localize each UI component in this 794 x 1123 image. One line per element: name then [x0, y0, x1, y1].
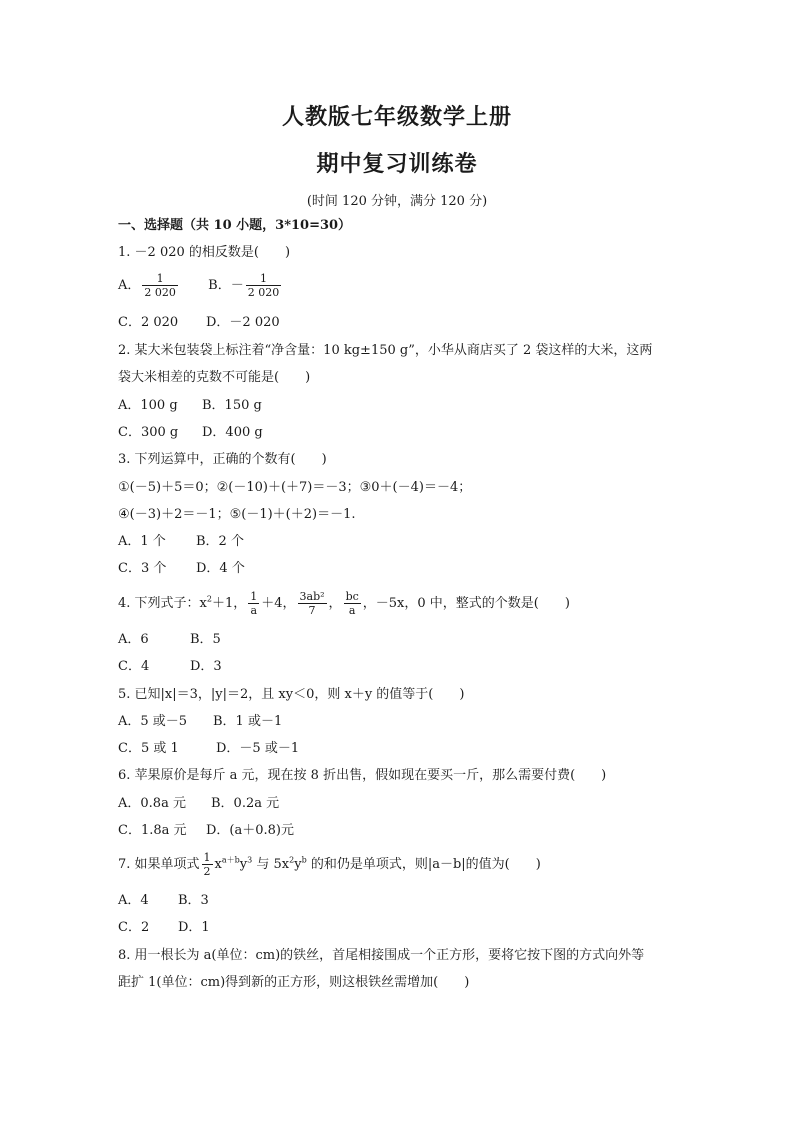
- q3-statements-line-2: ④(－3)＋2＝－1；⑤(－1)＋(＋2)＝－1.: [118, 507, 356, 522]
- q2-option-d: D．400 g: [202, 425, 263, 440]
- q1-b-den: 2 020: [247, 286, 280, 299]
- q4-comma: ，: [328, 596, 342, 611]
- q2-stem-line-2: 袋大米相差的克数不可能是( ): [118, 370, 311, 385]
- q8-stem-line-2: 距扩 1(单位：cm)得到新的正方形，则这根铁丝需增加( ): [118, 975, 470, 990]
- q7-mid-2: 与 5x: [252, 857, 290, 872]
- q7-sup-1: a＋b: [221, 855, 240, 865]
- q4-f3-num: bc: [345, 590, 359, 603]
- q4-fraction-3: [344, 590, 361, 617]
- q7-x: x: [214, 857, 222, 872]
- q4-option-c: C．4: [118, 659, 150, 674]
- q4-f3-den: a: [344, 603, 361, 617]
- q5-option-d: D．－5 或－1: [216, 741, 300, 756]
- q4-fraction-1: [248, 590, 259, 617]
- q4-stem: [118, 590, 570, 617]
- q7-f-num: 1: [203, 851, 211, 864]
- q3-option-b: B．2 个: [196, 534, 244, 549]
- q7-option-b: B．3: [178, 893, 209, 908]
- q6-option-b: B．0.2a 元: [211, 796, 280, 811]
- q7-y: y: [239, 857, 248, 872]
- q7-options-ab: [118, 892, 209, 910]
- title-line-1: 人教版七年级数学上册: [281, 104, 512, 130]
- q1-a-fraction: [142, 272, 178, 299]
- q5-option-c: C．5 或 1: [118, 741, 179, 756]
- q2-option-b: B．150 g: [202, 398, 262, 413]
- q1-a-num: 1: [156, 272, 164, 285]
- q1-b-fraction: [246, 272, 282, 299]
- q4-f2-num: 3ab²: [299, 590, 325, 603]
- q7-sup-2: 3: [247, 855, 253, 865]
- q5-options-cd: [118, 740, 299, 758]
- q3-option-c: C．3 个: [118, 561, 167, 576]
- q8-stem-line-1: 8. 用一根长为 a(单位：cm)的铁丝，首尾相接围成一个正方形，要将它按下图的方式向外等: [118, 948, 645, 963]
- q7-sup-4: b: [301, 855, 307, 865]
- q7-option-d: D．1: [178, 920, 210, 935]
- q1-options-ab: [118, 272, 283, 299]
- q6-options-cd: [118, 822, 294, 840]
- q5-option-a: A．5 或－5: [118, 714, 188, 729]
- q4-option-b: B．5: [190, 632, 221, 647]
- q2-option-c: C．300 g: [118, 425, 179, 440]
- q6-option-c: C．1.8a 元: [118, 823, 187, 838]
- q7-options-cd: [118, 919, 210, 937]
- q6-options-ab: [118, 795, 279, 813]
- q1-options-cd: [118, 314, 280, 332]
- q7-stem-pre: 7. 如果单项式: [118, 857, 200, 872]
- q3-option-d: D．4 个: [196, 561, 245, 576]
- q3-option-a: A．1 个: [118, 534, 166, 549]
- q4-stem-end: ，－5x，0 中，整式的个数是( ): [362, 596, 570, 611]
- q5-options-ab: [118, 713, 282, 731]
- q1-option-d: D．－2 020: [206, 315, 280, 330]
- q2-stem-line-1: 2. 某大米包装袋上标注着“净含量：10 kg±150 g”，小华从商店买了 2 袋这样的大米，这两: [118, 343, 653, 358]
- q1-stem: 1. －2 020 的相反数是( ): [118, 245, 291, 260]
- q5-option-b: B．1 或－1: [213, 714, 283, 729]
- q7-sup-3: 2: [289, 855, 295, 865]
- q4-stem-mid: ＋1，: [211, 596, 247, 611]
- q1-a-label: A．: [118, 278, 141, 293]
- q7-option-a: A．4: [118, 893, 149, 908]
- q4-sq-exp: 2: [206, 594, 212, 604]
- q2-options-cd: [118, 424, 263, 442]
- q1-b-label: B．－: [208, 278, 244, 293]
- q4-f2-den: 7: [298, 603, 327, 617]
- q7-fraction: [202, 851, 213, 878]
- q1-a-den: 2 020: [144, 286, 176, 299]
- q4-f1-num: 1: [250, 590, 258, 603]
- q2-option-a: A．100 g: [118, 398, 178, 413]
- q3-options-cd: [118, 560, 245, 578]
- q6-option-a: A．0.8a 元: [118, 796, 186, 811]
- q4-options-cd: [118, 658, 222, 676]
- q4-after-f1: ＋4，: [261, 596, 296, 611]
- title-line-2: 期中复习训练卷: [316, 151, 478, 177]
- section-heading: 一、选择题（共 10 小题，3*10=30）: [118, 218, 352, 233]
- exam-subtitle: (时间 120 分钟，满分 120 分): [306, 194, 488, 209]
- q6-stem: 6. 苹果原价是每斤 a 元，现在按 8 折出售，假如现在要买一斤，那么需要付费( ): [118, 768, 607, 783]
- q7-stem-end: 的和仍是单项式，则|a－b|的值为( ): [306, 857, 541, 872]
- q7-stem: [118, 851, 541, 878]
- q3-options-ab: [118, 533, 244, 551]
- q4-fraction-2: [298, 590, 327, 617]
- q7-y-2: y: [294, 857, 302, 872]
- q6-option-d: D．(a＋0.8)元: [206, 823, 294, 838]
- q4-stem-pre: 4. 下列式子：x: [118, 596, 207, 611]
- q4-options-ab: [118, 631, 221, 649]
- q3-statements-line-1: ①(－5)＋5＝0；②(－10)＋(＋7)＝－3；③0＋(－4)＝－4；: [118, 480, 472, 495]
- q3-stem: 3. 下列运算中，正确的个数有( ): [118, 452, 327, 467]
- q2-options-ab: [118, 397, 262, 415]
- q4-option-d: D．3: [190, 659, 222, 674]
- q1-b-num: 1: [259, 272, 267, 285]
- q7-f-den: 2: [203, 865, 211, 878]
- q4-option-a: A．6: [118, 632, 149, 647]
- q7-option-c: C．2: [118, 920, 150, 935]
- q5-stem: 5. 已知|x|＝3，|y|＝2，且 xy＜0，则 x＋y 的值等于( ): [118, 687, 465, 702]
- q1-option-c: C．2 020: [118, 315, 179, 330]
- q4-f1-den: a: [248, 603, 259, 617]
